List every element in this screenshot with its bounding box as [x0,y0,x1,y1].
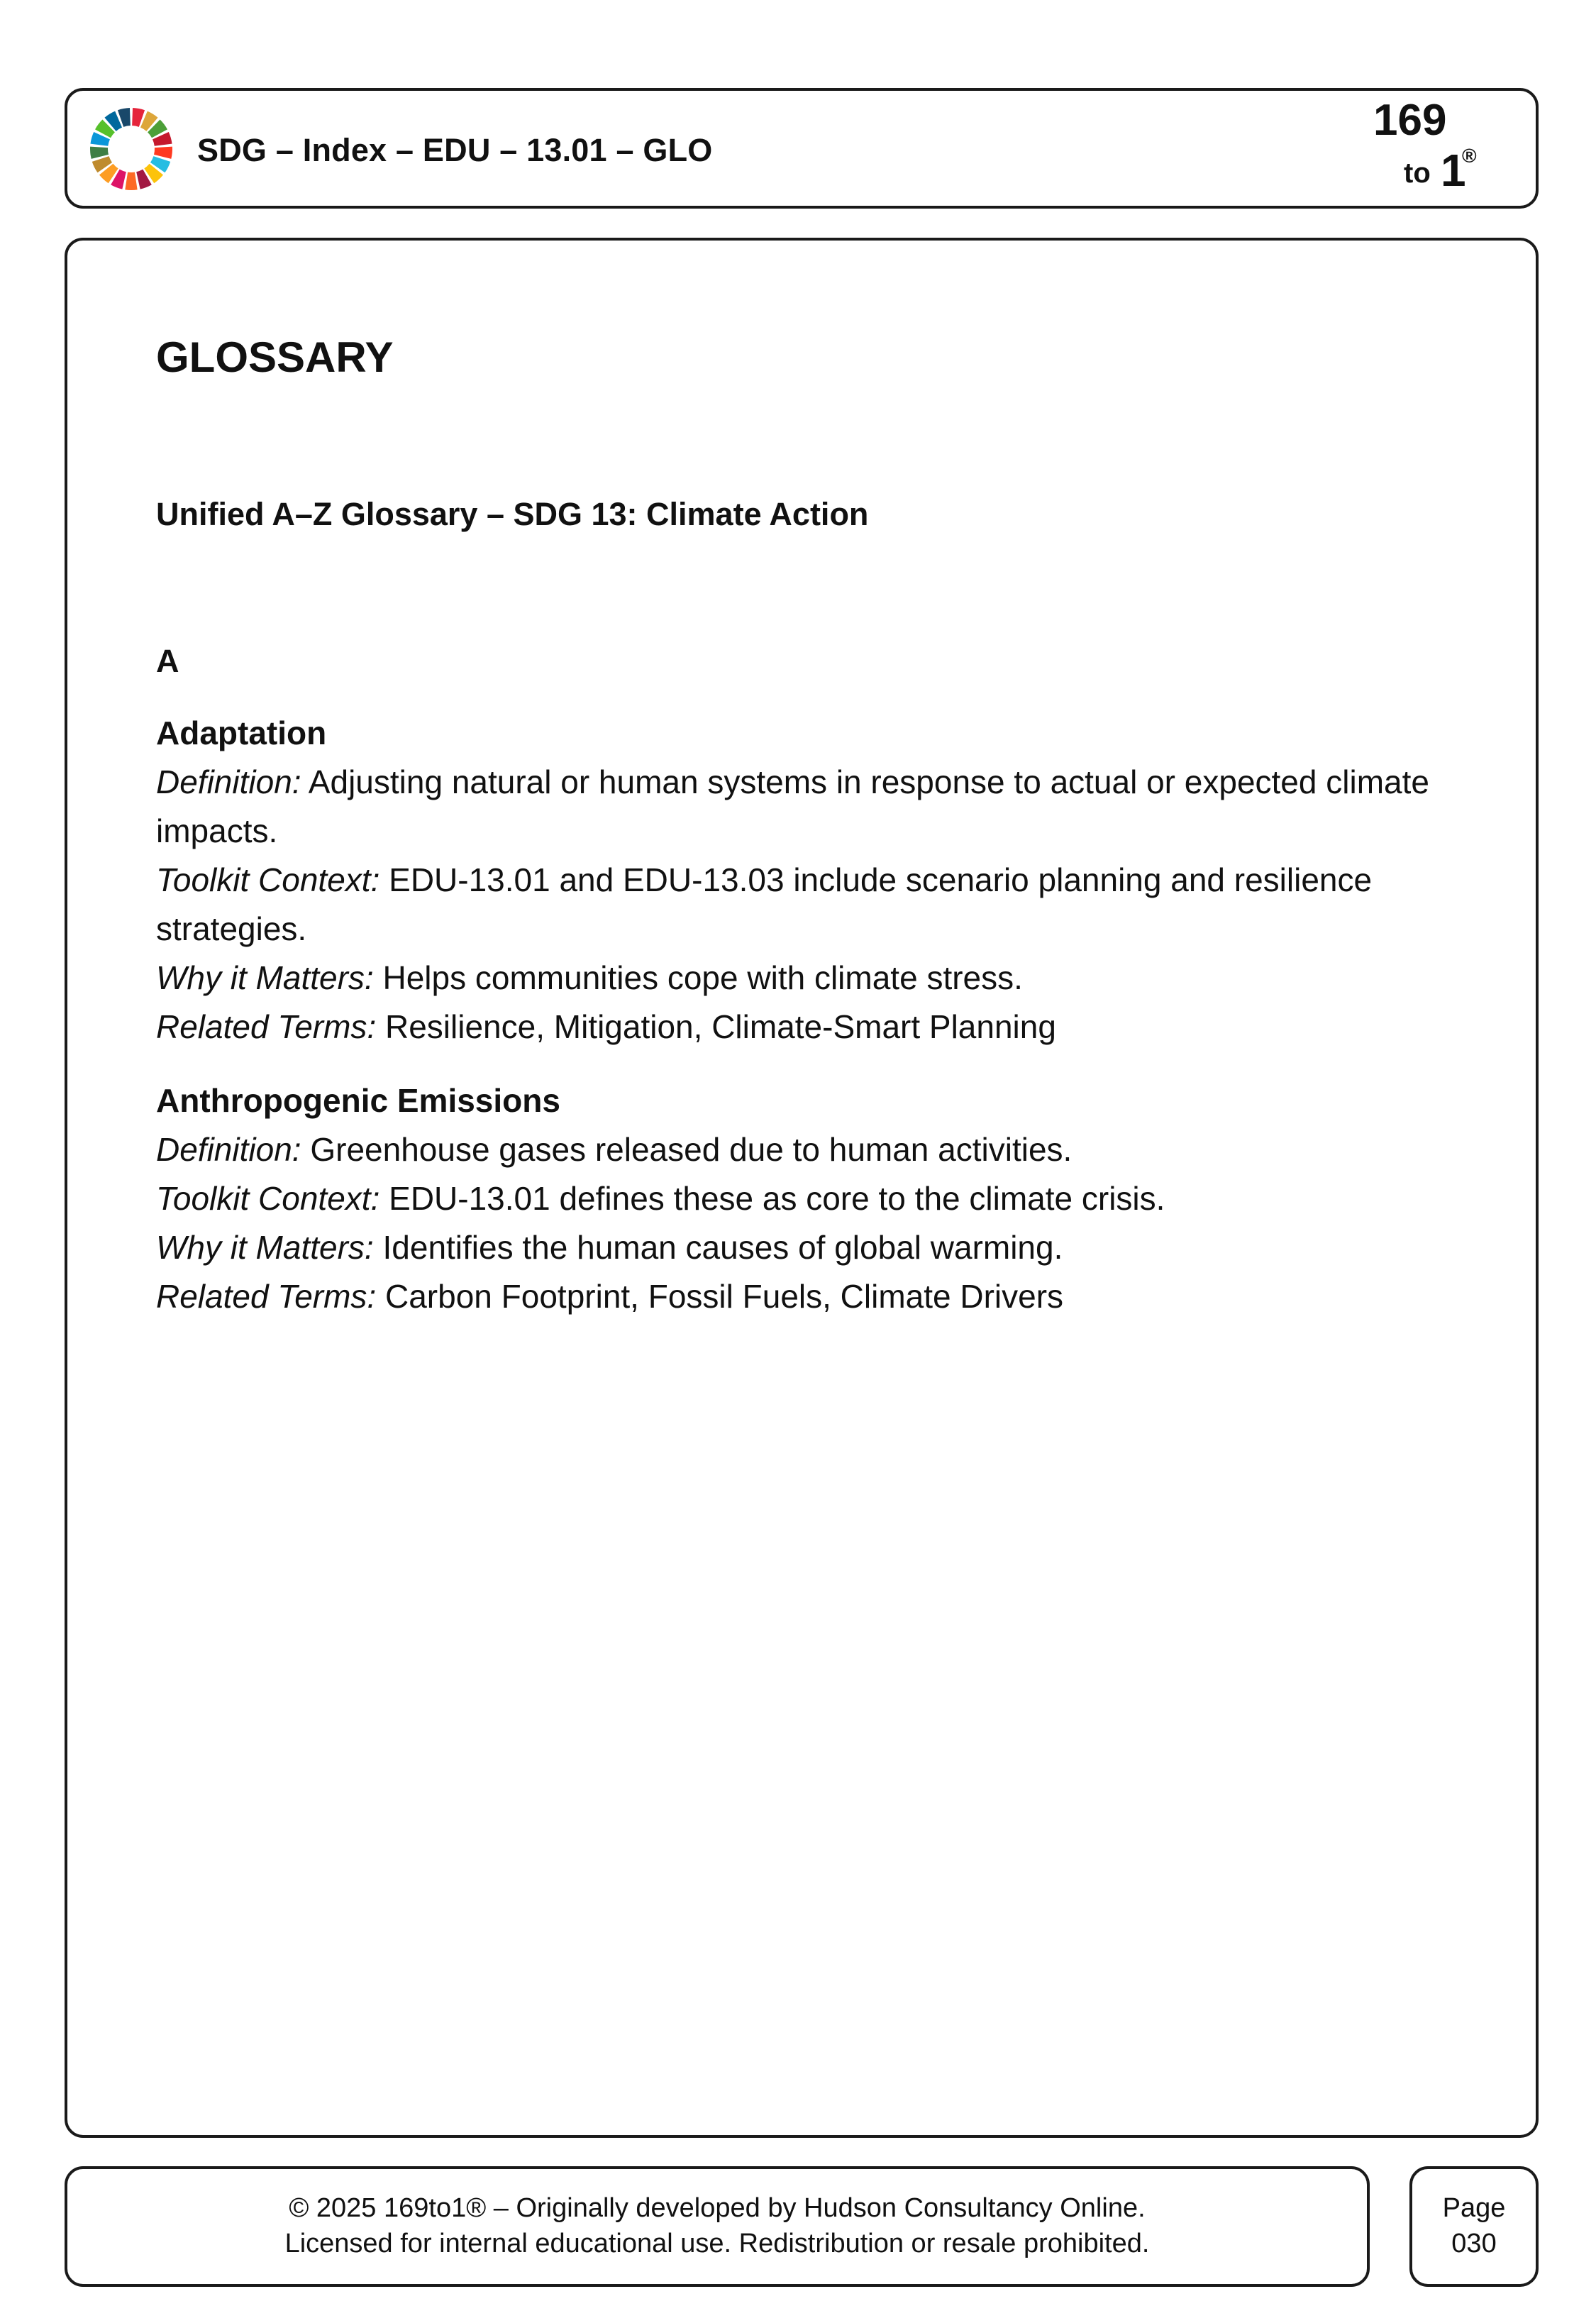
sdg-wheel-segment [125,172,137,190]
brand-logo-one: 1 [1441,145,1466,196]
copyright-line: © 2025 169to1® – Originally developed by Hudson Consultancy Online. [289,2193,1146,2223]
sdg-wheel-segment [154,147,172,159]
entry-toolkit-context [156,1174,1465,1223]
glossary-subtitle: Unified A–Z Glossary – SDG 13: Climate Action [156,496,869,532]
header-bar [65,88,1539,209]
page-label: Page [1442,2193,1506,2223]
why-text: Identifies the human causes of global warming. [373,1229,1063,1266]
entry-why-it-matters [156,954,1465,1003]
sdg-wheel-icon [89,106,174,192]
glossary-entry-adaptation [156,709,1465,1052]
glossary-entry-anthropogenic-emissions [156,1076,1465,1321]
entry-definition [156,758,1465,856]
entry-related-terms [156,1272,1465,1321]
toolkit-label: Toolkit Context: [156,861,380,898]
entry-term: Anthropogenic Emissions [156,1082,560,1119]
entry-toolkit-context [156,856,1465,954]
definition-text: Greenhouse gases released due to human activities. [301,1131,1073,1168]
why-text: Helps communities cope with climate stress. [373,959,1023,996]
toolkit-label: Toolkit Context: [156,1180,380,1217]
page-number: 030 [1451,2229,1497,2258]
brand-logo-number: 169 [1373,96,1447,145]
brand-logo-registered: ® [1462,145,1477,167]
entry-term: Adaptation [156,715,327,751]
license-line: Licensed for internal educational use. Redistribution or resale prohibited. [284,2229,1150,2258]
section-letter: A [156,643,179,679]
document-code-title: SDG – Index – EDU – 13.01 – GLO [197,132,713,168]
entry-definition [156,1125,1465,1174]
main-content-panel [65,238,1539,2138]
page-title: GLOSSARY [156,333,394,381]
toolkit-text: EDU-13.01 and EDU-13.03 include scenario planning and resilience strategies. [156,861,1373,947]
why-label: Why it Matters: [156,1229,374,1266]
related-text: Resilience, Mitigation, Climate-Smart Planning [376,1008,1056,1045]
entry-why-it-matters [156,1223,1465,1272]
definition-label: Definition: [156,763,301,800]
brand-logo-to: to [1404,158,1431,189]
definition-text: Adjusting natural or human systems in response to actual or expected climate impacts. [156,763,1429,849]
related-label: Related Terms: [156,1278,377,1315]
sdg-wheel-segment [90,147,109,159]
why-label: Why it Matters: [156,959,374,996]
definition-label: Definition: [156,1131,301,1168]
entry-related-terms [156,1003,1465,1052]
toolkit-text: EDU-13.01 defines these as core to the climate crisis. [379,1180,1165,1217]
related-text: Carbon Footprint, Fossil Fuels, Climate Drivers [376,1278,1064,1315]
footer-copyright-box [65,2166,1370,2287]
page-number-box [1409,2166,1539,2287]
related-label: Related Terms: [156,1008,377,1045]
